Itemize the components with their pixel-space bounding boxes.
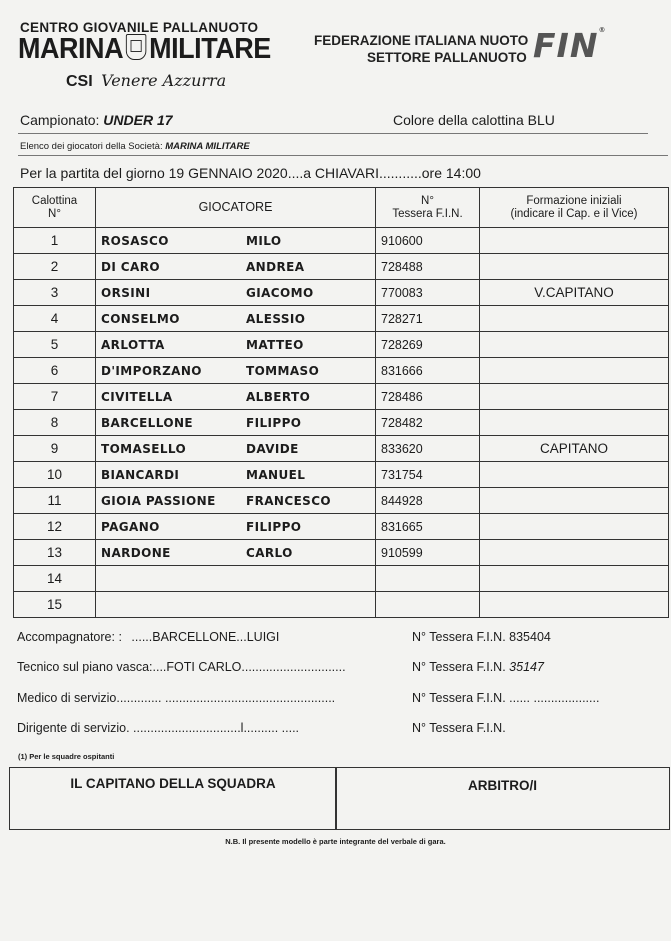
lineup-role — [480, 592, 669, 618]
card-number: 728269 — [376, 332, 480, 358]
header-cap-number: Calottina N° — [14, 188, 96, 228]
lineup-role — [480, 254, 669, 280]
cap-number: 14 — [14, 566, 96, 592]
referee-signature-box — [335, 767, 670, 830]
lineup-role — [480, 514, 669, 540]
players-list — [20, 141, 250, 152]
federation-line-1: FEDERAZIONE ITALIANA NUOTO — [314, 33, 529, 48]
card-number: 728488 — [376, 254, 480, 280]
lineup-role — [480, 384, 669, 410]
player-name — [96, 332, 376, 358]
cap-number: 2 — [14, 254, 96, 280]
cap-color-value: BLU — [527, 112, 555, 128]
player-name — [96, 280, 376, 306]
org-line-3-script: Venere Azzurra — [101, 71, 227, 90]
roster-table — [13, 187, 669, 618]
lineup-role: CAPITANO — [480, 436, 669, 462]
lineup-role — [480, 566, 669, 592]
lineup-role — [480, 228, 669, 254]
players-list-label: Elenco dei giocatori della Società: — [20, 141, 163, 152]
cap-number: 15 — [14, 592, 96, 618]
cap-number: 8 — [14, 410, 96, 436]
card-number — [376, 592, 480, 618]
table-row — [14, 332, 669, 358]
captain-signature-label: IL CAPITANO DELLA SQUADRA — [70, 776, 276, 791]
player-name — [96, 436, 376, 462]
player-surname: D'IMPORZANO — [101, 363, 202, 378]
card-number: 910600 — [376, 228, 480, 254]
lineup-role — [480, 358, 669, 384]
championship-label: Campionato: — [20, 112, 100, 128]
player-surname: CONSELMO — [101, 311, 180, 326]
player-name — [96, 358, 376, 384]
lineup-role — [480, 540, 669, 566]
player-surname: TOMASELLO — [101, 441, 187, 456]
cap-number: 5 — [14, 332, 96, 358]
player-name — [96, 254, 376, 280]
lineup-role — [480, 332, 669, 358]
cap-number: 4 — [14, 306, 96, 332]
cap-number: 13 — [14, 540, 96, 566]
table-row — [14, 436, 669, 462]
card-number: 910599 — [376, 540, 480, 566]
player-surname: NARDONE — [101, 545, 171, 560]
coach-card-label: N° Tessera F.I.N. — [412, 660, 506, 674]
player-name — [96, 592, 376, 618]
card-number: 844928 — [376, 488, 480, 514]
table-row — [14, 410, 669, 436]
header-lineup: Formazione iniziali (indicare il Cap. e il Vice) — [480, 188, 669, 228]
companion-value: ......BARCELLONE...LUIGI — [131, 630, 280, 644]
player-surname: PAGANO — [101, 519, 160, 534]
player-first-name: MILO — [246, 233, 282, 248]
table-row — [14, 228, 669, 254]
org-line-1: CENTRO GIOVANILE PALLANUOTO — [20, 20, 259, 35]
table-row — [14, 462, 669, 488]
companion-field — [17, 630, 279, 644]
referee-signature-label: ARBITRO/I — [468, 778, 537, 793]
players-list-value: MARINA MILITARE — [165, 141, 250, 152]
player-first-name: FILIPPO — [246, 415, 302, 430]
player-first-name: DAVIDE — [246, 441, 299, 456]
org-name — [18, 33, 271, 66]
player-surname: GIOIA PASSIONE — [101, 493, 216, 508]
cap-number: 6 — [14, 358, 96, 384]
table-row — [14, 306, 669, 332]
cap-number: 12 — [14, 514, 96, 540]
coach-card — [412, 660, 544, 674]
player-name — [96, 566, 376, 592]
card-number: 833620 — [376, 436, 480, 462]
player-first-name: ALBERTO — [246, 389, 311, 404]
player-name — [96, 488, 376, 514]
navy-crest-icon — [126, 34, 146, 60]
card-number: 728271 — [376, 306, 480, 332]
card-number — [376, 566, 480, 592]
player-surname: BARCELLONE — [101, 415, 193, 430]
player-surname: ARLOTTA — [101, 337, 165, 352]
org-name-a: MARINA — [18, 33, 124, 65]
federation-line-2: SETTORE PALLANUOTO — [367, 50, 527, 65]
divider — [18, 133, 648, 134]
table-row — [14, 592, 669, 618]
player-first-name: FRANCESCO — [246, 493, 332, 508]
org-line-3 — [66, 71, 226, 91]
player-surname: DI CARO — [101, 259, 160, 274]
card-number: 831666 — [376, 358, 480, 384]
companion-card: N° Tessera F.I.N. 835404 — [412, 630, 551, 644]
coach-field: Tecnico sul piano vasca:....FOTI CARLO.............................. — [17, 660, 346, 674]
fin-logo — [533, 26, 606, 65]
manager-field: Dirigente di servizio. ...............................l.......... ..... — [17, 721, 300, 735]
card-number: 731754 — [376, 462, 480, 488]
fin-logo-text: FIN — [533, 26, 599, 65]
card-number: 728486 — [376, 384, 480, 410]
card-number: 728482 — [376, 410, 480, 436]
org-line-3-prefix: CSI — [66, 73, 93, 90]
championship-value: UNDER 17 — [103, 112, 173, 128]
player-name — [96, 514, 376, 540]
companion-label: Accompagnatore: : — [17, 630, 122, 644]
lineup-role — [480, 306, 669, 332]
header-card-number: N° Tessera F.I.N. — [376, 188, 480, 228]
manager-card: N° Tessera F.I.N. — [412, 721, 506, 735]
table-row — [14, 566, 669, 592]
doctor-card: N° Tessera F.I.N. ...... ................... — [412, 691, 600, 705]
table-row — [14, 254, 669, 280]
card-number: 770083 — [376, 280, 480, 306]
registered-icon: ® — [598, 26, 607, 34]
doctor-field: Medico di servizio............. ................................................. — [17, 691, 336, 705]
player-name — [96, 410, 376, 436]
table-row — [14, 540, 669, 566]
player-first-name: ALESSIO — [246, 311, 306, 326]
player-first-name: CARLO — [246, 545, 293, 560]
player-name — [96, 540, 376, 566]
player-first-name: TOMMASO — [246, 363, 320, 378]
player-surname: CIVITELLA — [101, 389, 173, 404]
header-player: GIOCATORE — [96, 188, 376, 228]
table-row — [14, 488, 669, 514]
championship — [20, 112, 173, 128]
org-name-b: MILITARE — [149, 33, 271, 65]
player-first-name: ANDREA — [246, 259, 305, 274]
table-row — [14, 280, 669, 306]
cap-color — [393, 112, 555, 128]
cap-number: 1 — [14, 228, 96, 254]
player-name — [96, 384, 376, 410]
cap-color-label: Colore della calottina — [393, 112, 524, 128]
cap-number: 7 — [14, 384, 96, 410]
card-number: 831665 — [376, 514, 480, 540]
cap-number: 10 — [14, 462, 96, 488]
player-name — [96, 462, 376, 488]
player-surname: ORSINI — [101, 285, 151, 300]
lineup-role — [480, 488, 669, 514]
lineup-role: V.CAPITANO — [480, 280, 669, 306]
footnote: (1) Per le squadre ospitanti — [18, 752, 115, 761]
captain-signature-box — [9, 767, 337, 830]
divider — [18, 155, 668, 156]
table-row — [14, 384, 669, 410]
lineup-role — [480, 462, 669, 488]
cap-number: 3 — [14, 280, 96, 306]
footer-note: N.B. Il presente modello è parte integrante del verbale di gara. — [225, 837, 446, 846]
player-first-name: MANUEL — [246, 467, 306, 482]
table-header-row — [14, 188, 669, 228]
player-surname: ROSASCO — [101, 233, 169, 248]
coach-card-value: 35147 — [509, 660, 544, 674]
player-name — [96, 228, 376, 254]
cap-number: 11 — [14, 488, 96, 514]
player-surname: BIANCARDI — [101, 467, 180, 482]
match-line: Per la partita del giorno 19 GENNAIO 2020....a CHIAVARI...........ore 14:00 — [20, 165, 481, 181]
player-first-name: GIACOMO — [246, 285, 314, 300]
table-row — [14, 358, 669, 384]
lineup-role — [480, 410, 669, 436]
table-row — [14, 514, 669, 540]
cap-number: 9 — [14, 436, 96, 462]
player-first-name: MATTEO — [246, 337, 304, 352]
player-first-name: FILIPPO — [246, 519, 302, 534]
player-name — [96, 306, 376, 332]
